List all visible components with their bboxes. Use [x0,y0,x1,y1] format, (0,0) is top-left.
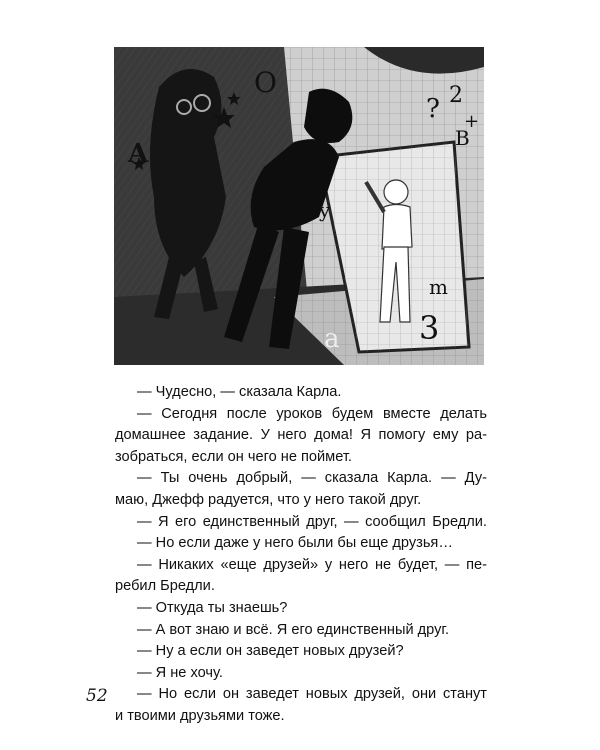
text-line: и твоими друзьями тоже. [115,707,285,724]
text-line: — Откуда ты знаешь? [137,599,288,616]
symbol-a: a [324,324,340,354]
text-line: — Я не хочу. [137,664,223,681]
symbol-a-cap: A [128,139,149,169]
page-number: 52 [86,686,108,706]
text-line: — Но если даже у него были бы еще друзья… [137,535,453,552]
book-illustration [114,47,484,365]
text-line: — Ну а если он заведет новых друзей? [137,643,404,660]
symbol-question: ? [426,94,440,124]
text-line: домашнее задание. У него дома! Я помогу ему ра- [115,427,487,444]
symbol-plus: + [464,111,480,132]
text-line: маю, Джефф радуется, что у него такой друг. [115,491,422,508]
symbol-m: m [429,275,448,299]
text-line: ребил Бредли. [115,578,215,595]
symbol-two: 2 [449,83,463,108]
symbol-three: 3 [419,309,440,347]
text-line: — Но если он заведет новых друзей, они станут [137,686,487,703]
text-line: — Сегодня после уроков будем вместе делать [137,405,487,422]
text-line: — Ты очень добрый, — сказала Карла. — Ду- [137,470,487,487]
text-line: — Чудесно, — сказала Карла. [137,384,342,400]
symbol-o: O [254,66,277,99]
symbol-y: y [319,198,331,222]
text-line: зобраться, если он чего не поймет. [115,448,352,465]
text-line: — Никаких «еще друзей» у него не будет, — пе- [137,556,487,573]
text-line: — Я его единственный друг, — сообщил Бредли. [137,513,487,530]
symbol-b: B [455,126,470,150]
story-text [115,382,487,728]
text-line: — А вот знаю и всё. Я его единственный друг. [137,621,450,638]
